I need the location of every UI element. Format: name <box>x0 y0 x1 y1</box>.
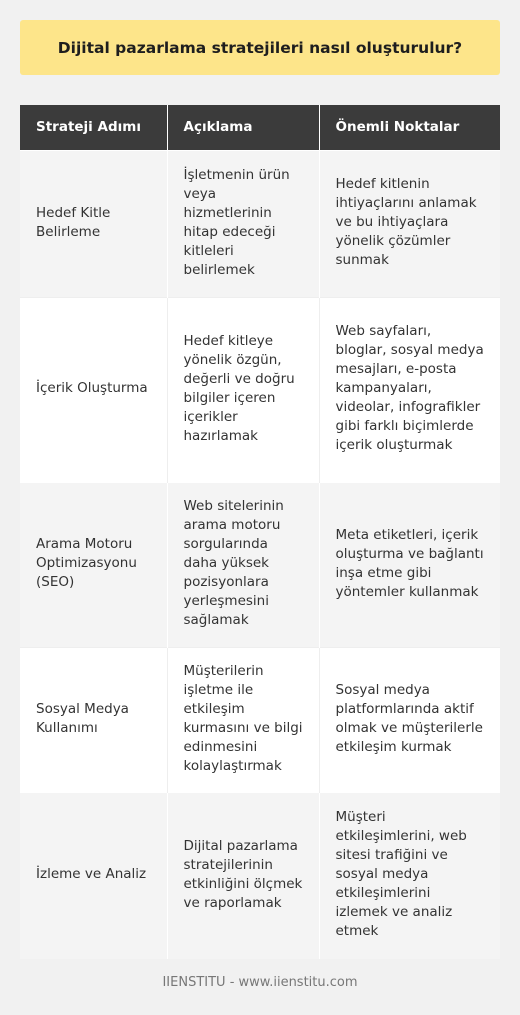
page-title: Dijital pazarlama stratejileri nasıl oluşturulur? <box>20 20 500 75</box>
table-cell-description: Web sitelerinin arama motoru sorgularında daha yüksek pozisyonlara yerleşmesini sağlamak <box>167 482 319 647</box>
column-header-key-points: Önemli Noktalar <box>319 105 500 150</box>
table-row <box>20 792 500 959</box>
table-row <box>20 482 500 647</box>
table-cell-strategy-step: Sosyal Medya Kullanımı <box>20 647 167 792</box>
table-cell-strategy-step: İzleme ve Analiz <box>20 792 167 959</box>
table-header-row <box>20 105 500 150</box>
footer-credit: IIENSTITU - www.iienstitu.com <box>162 975 358 990</box>
table-cell-key-points: Meta etiketleri, içerik oluşturma ve bağlantı inşa etme gibi yöntemler kullanmak <box>319 482 500 647</box>
table-cell-description: Hedef kitleye yönelik özgün, değerli ve doğru bilgiler içeren içerikler hazırlamak <box>167 297 319 482</box>
table-cell-key-points: Müşteri etkileşimlerini, web sitesi trafiğini ve sosyal medya etkileşimlerini izlemek ve analiz etmek <box>319 792 500 959</box>
table-cell-description: Dijital pazarlama stratejilerinin etkinliğini ölçmek ve raporlamak <box>167 792 319 959</box>
column-header-strategy-step: Strateji Adımı <box>20 105 167 150</box>
table-row <box>20 150 500 297</box>
table-cell-description: Müşterilerin işletme ile etkileşim kurmasını ve bilgi edinmesini kolaylaştırmak <box>167 647 319 792</box>
table-cell-key-points: Hedef kitlenin ihtiyaçlarını anlamak ve bu ihtiyaçlara yönelik çözümler sunmak <box>319 150 500 297</box>
table-row <box>20 647 500 792</box>
table-cell-strategy-step: Hedef Kitle Belirleme <box>20 150 167 297</box>
table-cell-description: İşletmenin ürün veya hizmetlerinin hitap edeceği kitleleri belirlemek <box>167 150 319 297</box>
table-row <box>20 297 500 482</box>
strategy-table <box>20 105 500 959</box>
column-header-description: Açıklama <box>167 105 319 150</box>
table-cell-strategy-step: Arama Motoru Optimizasyonu (SEO) <box>20 482 167 647</box>
table-cell-strategy-step: İçerik Oluşturma <box>20 297 167 482</box>
table-cell-key-points: Web sayfaları, bloglar, sosyal medya mesajları, e-posta kampanyaları, videolar, infografikler gibi farklı biçimlerde içerik oluşturmak <box>319 297 500 482</box>
table-cell-key-points: Sosyal medya platformlarında aktif olmak ve müşterilerle etkileşim kurmak <box>319 647 500 792</box>
